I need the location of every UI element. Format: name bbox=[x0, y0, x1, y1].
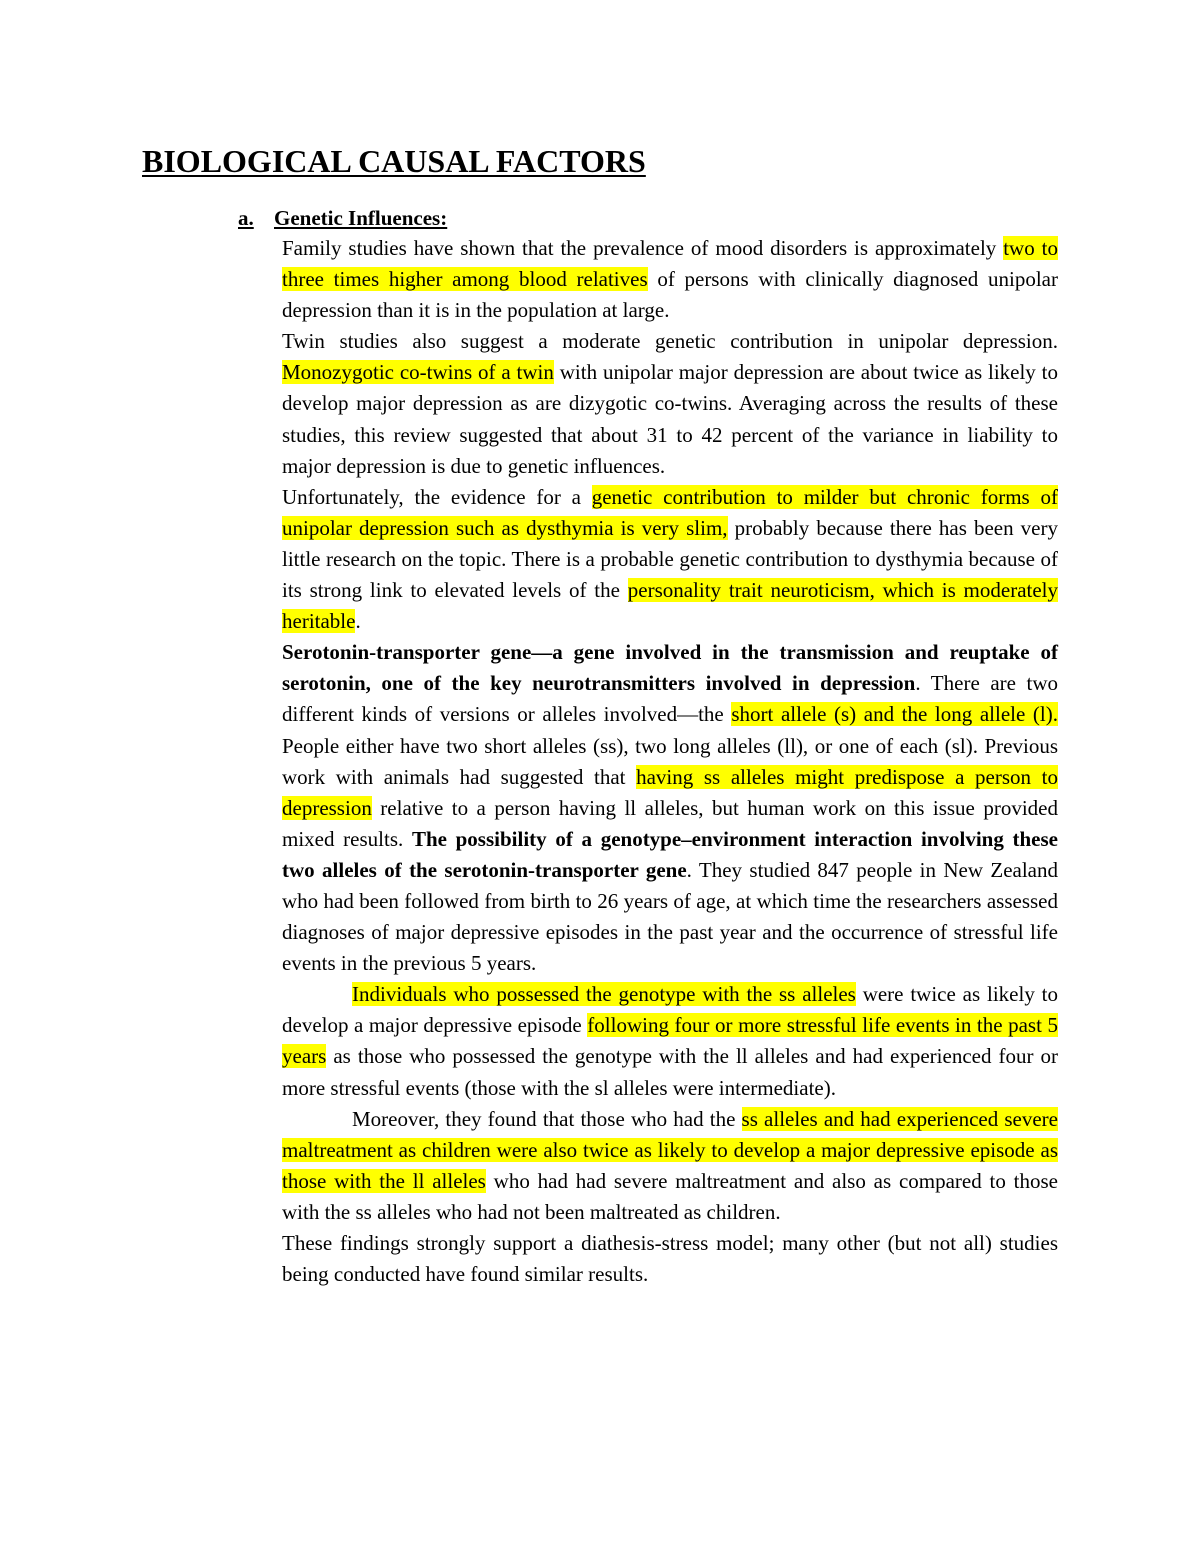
text-run: . They studied 847 people in New Zealand who had been followed from birth to 26 years of age, at which time the researchers assessed diagnoses of major depressive episodes in the past year and the occurrence of stressful life events in the previous 5 years. bbox=[282, 857, 1058, 976]
highlighted-text: having ss alleles might predispose a person to depression bbox=[282, 764, 1058, 820]
highlighted-text: Monozygotic co-twins of a twin bbox=[282, 360, 554, 385]
document-body bbox=[282, 233, 1058, 1290]
text-run: relative to a person having ll alleles, but human work on this issue provided mixed results. bbox=[282, 795, 1058, 851]
text-run: who had had severe maltreatment and also as compared to those with the ss alleles who had not been maltreated as children. bbox=[282, 1168, 1059, 1224]
text-run: were twice as likely to develop a major depressive episode bbox=[282, 982, 1058, 1038]
body-paragraph bbox=[282, 233, 1058, 326]
text-run: of persons with clinically diagnosed unipolar depression than it is in the population at large. bbox=[282, 267, 1058, 323]
text-run: with unipolar major depression are about twice as likely to develop major depression as are dizygotic co-twins. Averaging across the results of these studies, this review suggested that about 31 to 42 percent of the variance in liability to major depression is due to genetic influences. bbox=[282, 360, 1058, 478]
highlighted-text: two to three times higher among blood relatives bbox=[282, 236, 1058, 292]
text-run: Moreover, they found that those who had the bbox=[352, 1106, 742, 1131]
text-run: . bbox=[355, 609, 361, 634]
text-run: as those who possessed the genotype with the ll alleles and had experienced four or more stressful events (those with the sl alleles were intermediate). bbox=[282, 1044, 1058, 1100]
section-label: Genetic Influences: bbox=[274, 206, 448, 230]
highlighted-text: Individuals who possessed the genotype with the ss alleles bbox=[352, 982, 856, 1007]
text-run: . There are two different kinds of versions or alleles involved—the bbox=[282, 671, 1059, 727]
highlighted-text: genetic contribution to milder but chronic forms of unipolar depression such as dysthymia is very slim, bbox=[282, 484, 1059, 540]
highlighted-text: ss alleles and had experienced severe maltreatment as children were also twice as likely to develop a major depressive episode as those with the ll alleles bbox=[282, 1106, 1058, 1193]
body-paragraph bbox=[282, 979, 1058, 1103]
text-run: People either have two short alleles (ss), two long alleles (ll), or one of each (sl). Previous work with animals had suggested that bbox=[282, 733, 1058, 789]
body-paragraph bbox=[282, 326, 1058, 481]
body-paragraph bbox=[282, 1104, 1058, 1228]
page-title: BIOLOGICAL CAUSAL FACTORS bbox=[142, 143, 646, 179]
bold-text: Serotonin-transporter gene—a gene involved in the transmission and reuptake of serotonin, one of the key neurotransmitters involved in depression bbox=[282, 640, 1058, 696]
body-paragraph bbox=[282, 637, 1058, 979]
text-run: These findings strongly support a diathesis-stress model; many other (but not all) studies being conducted have found similar results. bbox=[282, 1231, 1058, 1287]
text-run: Twin studies also suggest a moderate genetic contribution in unipolar depression. bbox=[282, 329, 1058, 354]
text-run: Unfortunately, the evidence for a bbox=[282, 484, 592, 509]
body-paragraph bbox=[282, 482, 1058, 637]
body-paragraph bbox=[282, 1228, 1058, 1290]
highlighted-text: personality trait neuroticism, which is moderately heritable bbox=[282, 578, 1059, 634]
section-heading bbox=[238, 203, 447, 233]
highlighted-text: short allele (s) and the long allele (l). bbox=[731, 702, 1058, 727]
section-marker: a. bbox=[238, 206, 254, 230]
bold-text: The possibility of a genotype–environment interaction involving these two alleles of the serotonin-transporter gene bbox=[282, 826, 1058, 882]
highlighted-text: following four or more stressful life events in the past 5 years bbox=[282, 1013, 1058, 1069]
text-run: Family studies have shown that the prevalence of mood disorders is approximately bbox=[282, 236, 1004, 260]
text-run: probably because there has been very little research on the topic. There is a probable genetic contribution to dysthymia because of its strong link to elevated levels of the bbox=[282, 515, 1058, 603]
